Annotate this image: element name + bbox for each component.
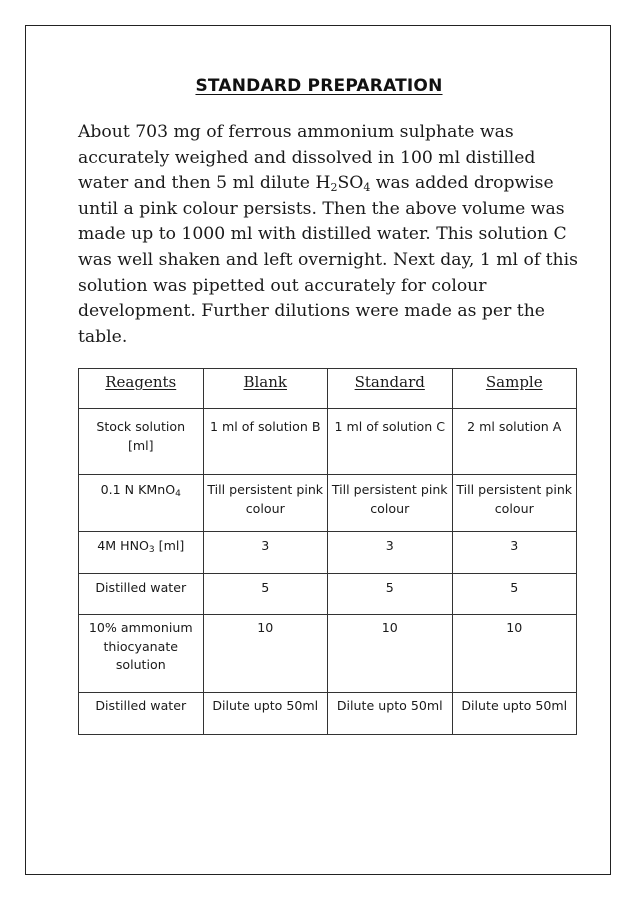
table-header-row	[79, 369, 577, 409]
preparation-table	[78, 368, 577, 735]
cell-blank: Till persistent pink colour	[203, 475, 328, 532]
table-row-hno3	[79, 532, 577, 574]
intro-text-part1: About 703 mg of ferrous ammonium sulphate was accurately weighed and dissolved in 100 ml distilled water and then 5 ml dilute H	[78, 122, 536, 194]
cell-sample: 3	[452, 532, 577, 574]
cell-sample: Till persistent pink colour	[452, 475, 577, 532]
table-row-ammonium-thiocyanate	[79, 615, 577, 693]
table-row-dilution	[79, 693, 577, 735]
cell-sample: 2 ml solution A	[452, 409, 577, 475]
cell-blank: Dilute upto 50ml	[203, 693, 328, 735]
cell-blank: 1 ml of solution B	[203, 409, 328, 475]
cell-standard: 1 ml of solution C	[328, 409, 453, 475]
cell-reagent: Distilled water	[79, 693, 204, 735]
cell-standard: Till persistent pink colour	[328, 475, 453, 532]
table-row-distilled-water	[79, 574, 577, 615]
header-blank: Blank	[203, 369, 328, 409]
cell-blank: 10	[203, 615, 328, 693]
table-row-stock-solution	[79, 409, 577, 475]
cell-standard: Dilute upto 50ml	[328, 693, 453, 735]
header-reagents: Reagents	[79, 369, 204, 409]
cell-sample: Dilute upto 50ml	[452, 693, 577, 735]
intro-text-part2: SO	[337, 173, 364, 194]
cell-standard: 5	[328, 574, 453, 615]
intro-subscript-4: 4	[363, 181, 371, 195]
cell-standard: 3	[328, 532, 453, 574]
header-sample: Sample	[452, 369, 577, 409]
cell-reagent: Stock solution [ml]	[79, 409, 204, 475]
cell-blank: 3	[203, 532, 328, 574]
reagent-hno3-text: 4M HNO	[97, 538, 149, 553]
cell-sample: 10	[452, 615, 577, 693]
cell-reagent	[79, 532, 204, 574]
cell-reagent	[79, 475, 204, 532]
reagent-kmno4-subscript: 4	[175, 489, 181, 499]
reagent-kmno4-text: 0.1 N KMnO	[100, 482, 176, 497]
cell-reagent: Distilled water	[79, 574, 204, 615]
reagent-hno3-subscript: 3	[148, 545, 155, 555]
header-standard: Standard	[328, 369, 453, 409]
reagent-hno3-unit: [ml]	[154, 538, 185, 553]
page-title: STANDARD PREPARATION	[195, 76, 443, 96]
cell-standard: 10	[328, 615, 453, 693]
intro-subscript-2: 2	[330, 181, 338, 195]
cell-reagent: 10% ammonium thiocyanate solution	[79, 615, 204, 693]
intro-paragraph	[78, 120, 578, 350]
table-row-kmno4	[79, 475, 577, 532]
intro-text-part3: was added dropwise until a pink colour persists. Then the above volume was made up to 1000 ml with distilled water. This solution C was well shaken and left overnight. Next day, 1 ml of this solution was pipetted out accurately for colour development. Further dilutions were made as per the table.	[78, 173, 578, 347]
cell-sample: 5	[452, 574, 577, 615]
cell-blank: 5	[203, 574, 328, 615]
